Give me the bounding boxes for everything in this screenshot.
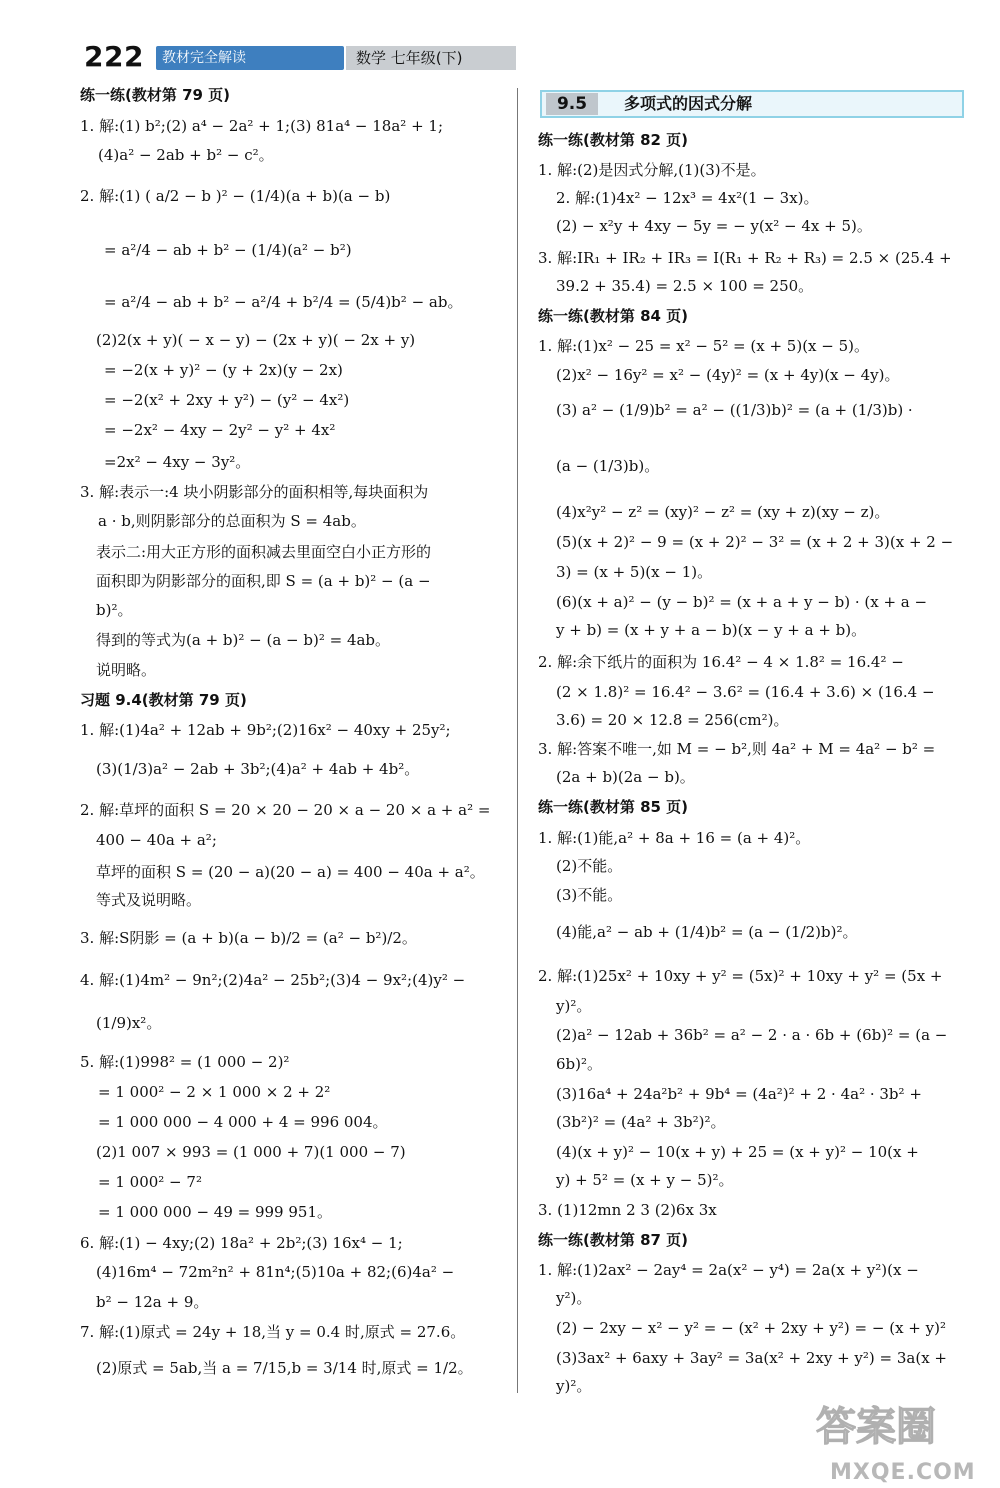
right-text-line: 2. 解:余下纸片的面积为 16.4² − 4 × 1.8² = 16.4² −: [538, 653, 904, 671]
right-text-line: (a − (1/3)b)。: [556, 457, 660, 475]
left-text-line: a · b,则阴影部分的总面积为 S = 4ab。: [98, 512, 366, 530]
left-text-line: (1/9)x²。: [96, 1014, 162, 1032]
right-text-line: 3.6) = 20 × 12.8 = 256(cm²)。: [556, 711, 789, 729]
left-text-line: = −2x² − 4xy − 2y² − y² + 4x²: [104, 421, 336, 439]
right-text-line: (3) a² − (1/9)b² = a² − ((1/3)b)² = (a + (1/3)b) ·: [556, 401, 913, 419]
right-text-line: (2)a² − 12ab + 36b² = a² − 2 · a · 6b + (6b)² = (a −: [556, 1026, 948, 1044]
left-exercise-heading: 练一练(教材第 79 页): [80, 86, 231, 104]
left-text-line: 400 − 40a + a²;: [96, 831, 217, 849]
right-text-line: 1. 解:(1)2ax² − 2ay⁴ = 2a(x² − y⁴) = 2a(x + y²)(x −: [538, 1261, 919, 1279]
right-text-line: 3) = (x + 5)(x − 1)。: [556, 563, 713, 581]
right-text-line: 2. 解:(1)25x² + 10xy + y² = (5x)² + 10xy + y² = (5x +: [538, 967, 943, 985]
section-number: 9.5: [546, 93, 598, 115]
right-text-line: (4)x²y² − z² = (xy)² − z² = (xy + z)(xy − z)。: [556, 503, 890, 521]
right-text-line: (2a + b)(2a − b)。: [556, 768, 695, 786]
right-text-line: 3. (1)12mn 2 3 (2)6x 3x: [538, 1201, 717, 1219]
right-exercise-heading: 练一练(教材第 85 页): [538, 798, 689, 816]
left-text-line: 3. 解:S阴影 = (a + b)(a − b)/2 = (a² − b²)/2。: [80, 929, 417, 947]
right-text-line: 1. 解:(2)是因式分解,(1)(3)不是。: [538, 161, 766, 179]
left-text-line: 6. 解:(1) − 4xy;(2) 18a² + 2b²;(3) 16x⁴ − 1;: [80, 1234, 403, 1252]
right-text-line: (5)(x + 2)² − 9 = (x + 2)² − 3² = (x + 2 + 3)(x + 2 −: [556, 533, 954, 551]
right-text-line: (3b²)² = (4a² + 3b²)²。: [556, 1113, 726, 1131]
right-text-line: (6)(x + a)² − (y − b)² = (x + a + y − b) · (x + a −: [556, 593, 928, 611]
right-text-line: 3. 解:IR₁ + IR₂ + IR₃ = I(R₁ + R₂ + R₃) = 2.5 × (25.4 +: [538, 249, 952, 267]
left-text-line: (2)1 007 × 993 = (1 000 + 7)(1 000 − 7): [96, 1143, 406, 1161]
left-text-line: = a²/4 − ab + b² − a²/4 + b²/4 = (5/4)b² − ab。: [104, 293, 463, 311]
right-text-line: (4)能,a² − ab + (1/4)b² = (a − (1/2)b)²。: [556, 923, 858, 941]
left-exercise-heading: 习题 9.4(教材第 79 页): [80, 691, 247, 709]
left-text-line: 2. 解:草坪的面积 S = 20 × 20 − 20 × a − 20 × a + a² =: [80, 801, 491, 819]
left-text-line: =2x² − 4xy − 3y²。: [104, 453, 251, 471]
right-text-line: (4)(x + y)² − 10(x + y) + 25 = (x + y)² − 10(x +: [556, 1143, 919, 1161]
left-text-line: = 1 000 000 − 4 000 + 4 = 996 004。: [98, 1113, 388, 1131]
left-text-line: 1. 解:(1) b²;(2) a⁴ − 2a² + 1;(3) 81a⁴ − 18a² + 1;: [80, 117, 444, 135]
left-text-line: 草坪的面积 S = (20 − a)(20 − a) = 400 − 40a + a²。: [96, 863, 485, 881]
watermark-site: MXQE.COM: [830, 1460, 976, 1485]
right-text-line: (3)16a⁴ + 24a²b² + 9b⁴ = (4a²)² + 2 · 4a² · 3b² +: [556, 1085, 922, 1103]
left-text-line: = 1 000 000 − 49 = 999 951。: [98, 1203, 333, 1221]
svg-text:答案圈: 答案圈: [816, 1404, 936, 1450]
subject-label: 数学 七年级(下): [346, 46, 516, 70]
right-text-line: y) + 5² = (x + y − 5)²。: [556, 1171, 734, 1189]
left-text-line: b² − 12a + 9。: [96, 1293, 209, 1311]
right-text-line: 2. 解:(1)4x² − 12x³ = 4x²(1 − 3x)。: [556, 189, 819, 207]
series-label: 教材完全解读: [156, 46, 344, 70]
right-exercise-heading: 练一练(教材第 87 页): [538, 1231, 689, 1249]
watermark-logo: [812, 1396, 982, 1456]
left-text-line: (3)(1/3)a² − 2ab + 3b²;(4)a² + 4ab + 4b²。: [96, 760, 420, 778]
left-text-line: 等式及说明略。: [96, 891, 202, 909]
right-text-line: (2)x² − 16y² = x² − (4y)² = (x + 4y)(x − 4y)。: [556, 366, 900, 384]
page-number: 222: [84, 40, 144, 73]
left-text-line: 面积即为阴影部分的面积,即 S = (a + b)² − (a −: [96, 572, 431, 590]
right-text-line: 1. 解:(1)能,a² + 8a + 16 = (a + 4)²。: [538, 829, 811, 847]
left-text-line: (4)16m⁴ − 72m²n² + 81n⁴;(5)10a + 82;(6)4a² −: [96, 1263, 455, 1281]
right-text-line: (2) − 2xy − x² − y² = − (x² + 2xy + y²) = − (x + y)²: [556, 1319, 946, 1337]
left-text-line: 3. 解:表示一:4 块小阴影部分的面积相等,每块面积为: [80, 483, 429, 501]
left-text-line: 1. 解:(1)4a² + 12ab + 9b²;(2)16x² − 40xy + 25y²;: [80, 721, 451, 739]
left-text-line: = a²/4 − ab + b² − (1/4)(a² − b²): [104, 241, 352, 259]
right-exercise-heading: 练一练(教材第 82 页): [538, 131, 689, 149]
left-text-line: 2. 解:(1) ( a/2 − b )² − (1/4)(a + b)(a − b): [80, 187, 391, 205]
right-text-line: y)²。: [556, 997, 592, 1015]
left-text-line: (2)2(x + y)( − x − y) − (2x + y)( − 2x + y): [96, 331, 416, 349]
left-text-line: (4)a² − 2ab + b² − c²。: [98, 146, 274, 164]
left-text-line: 得到的等式为(a + b)² − (a − b)² = 4ab。: [96, 631, 391, 649]
right-text-line: 1. 解:(1)x² − 25 = x² − 5² = (x + 5)(x − 5)。: [538, 337, 870, 355]
left-text-line: 表示二:用大正方形的面积减去里面空白小正方形的: [96, 543, 432, 561]
left-text-line: 4. 解:(1)4m² − 9n²;(2)4a² − 25b²;(3)4 − 9x²;(4)y² −: [80, 971, 466, 989]
left-text-line: b)²。: [96, 601, 133, 619]
left-text-line: = 1 000² − 2 × 1 000 × 2 + 2²: [98, 1083, 331, 1101]
right-text-line: (2)不能。: [556, 857, 623, 875]
right-text-line: (2) − x²y + 4xy − 5y = − y(x² − 4x + 5)。: [556, 217, 872, 235]
right-text-line: (3)不能。: [556, 886, 623, 904]
left-text-line: = −2(x + y)² − (y + 2x)(y − 2x): [104, 361, 343, 379]
right-text-line: 39.2 + 35.4) = 2.5 × 100 = 250。: [556, 277, 814, 295]
right-text-line: 3. 解:答案不唯一,如 M = − b²,则 4a² + M = 4a² − b² =: [538, 740, 936, 758]
left-text-line: 5. 解:(1)998² = (1 000 − 2)²: [80, 1053, 290, 1071]
right-text-line: y²)。: [556, 1289, 592, 1307]
right-text-line: y + b) = (x + y + a − b)(x − y + a + b)。: [556, 621, 867, 639]
section-title: 多项式的因式分解: [624, 94, 753, 113]
right-text-line: (3)3ax² + 6axy + 3ay² = 3a(x² + 2xy + y²) = 3a(x +: [556, 1349, 947, 1367]
left-text-line: 7. 解:(1)原式 = 24y + 18,当 y = 0.4 时,原式 = 27.6。: [80, 1323, 466, 1341]
right-text-line: 6b)²。: [556, 1055, 603, 1073]
right-text-line: (2 × 1.8)² = 16.4² − 3.6² = (16.4 + 3.6) × (16.4 −: [556, 683, 935, 701]
left-text-line: (2)原式 = 5ab,当 a = 7/15,b = 3/14 时,原式 = 1/2。: [96, 1359, 473, 1377]
left-text-line: = 1 000² − 7²: [98, 1173, 202, 1191]
right-text-line: y)²。: [556, 1377, 592, 1395]
left-text-line: 说明略。: [96, 661, 157, 679]
left-text-line: = −2(x² + 2xy + y²) − (y² − 4x²): [104, 391, 350, 409]
right-exercise-heading: 练一练(教材第 84 页): [538, 307, 689, 325]
